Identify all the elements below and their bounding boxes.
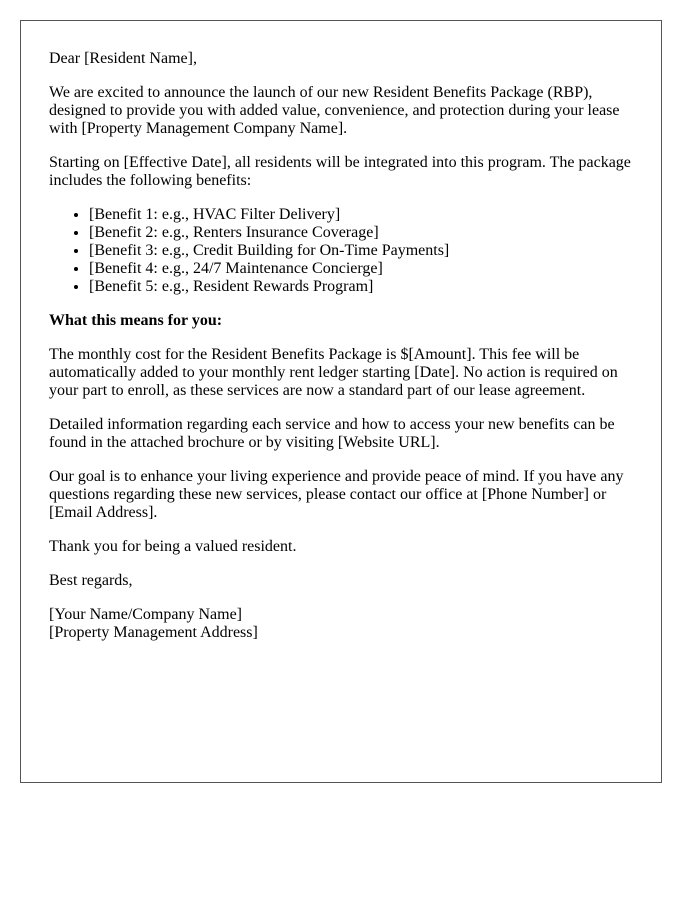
- signature: [49, 606, 632, 642]
- intro-paragraph: We are excited to announce the launch of our new Resident Benefits Package (RBP), designed to provide you with added value, convenience, and protection during your lease with [Property Management Company Name].: [49, 84, 620, 137]
- goal-paragraph: Our goal is to enhance your living experience and provide peace of mind. If you have any questions regarding these new services, please contact our office at [Phone Number] or [Email Address].: [49, 468, 624, 521]
- greeting: Dear [Resident Name],: [49, 50, 197, 67]
- benefits-list: [49, 206, 632, 296]
- cost-paragraph: The monthly cost for the Resident Benefits Package is $[Amount]. This fee will be automatically added to your monthly rent ledger starting [Date]. No action is required on your part to enroll, as these services are now a standard part of our lease agreement.: [49, 346, 618, 399]
- starting-paragraph: Starting on [Effective Date], all residents will be integrated into this program. The package includes the following benefits:: [49, 154, 631, 189]
- benefit-item: • [Benefit 4: e.g., 24/7 Maintenance Concierge]: [89, 260, 632, 278]
- signature-name: [Your Name/Company Name]: [49, 606, 243, 623]
- signature-address: [Property Management Address]: [49, 624, 258, 641]
- thanks-paragraph: Thank you for being a valued resident.: [49, 538, 297, 555]
- details-paragraph: Detailed information regarding each service and how to access your new benefits can be found in the attached brochure or by visiting [Website URL].: [49, 416, 615, 451]
- closing: Best regards,: [49, 572, 133, 589]
- benefit-item: • [Benefit 2: e.g., Renters Insurance Coverage]: [89, 224, 632, 242]
- benefit-item: • [Benefit 5: e.g., Resident Rewards Program]: [89, 278, 632, 296]
- benefit-item: • [Benefit 1: e.g., HVAC Filter Delivery]: [89, 206, 632, 224]
- letter: [20, 20, 662, 783]
- section-heading: What this means for you:: [49, 312, 223, 329]
- benefit-item: • [Benefit 3: e.g., Credit Building for On-Time Payments]: [89, 242, 632, 260]
